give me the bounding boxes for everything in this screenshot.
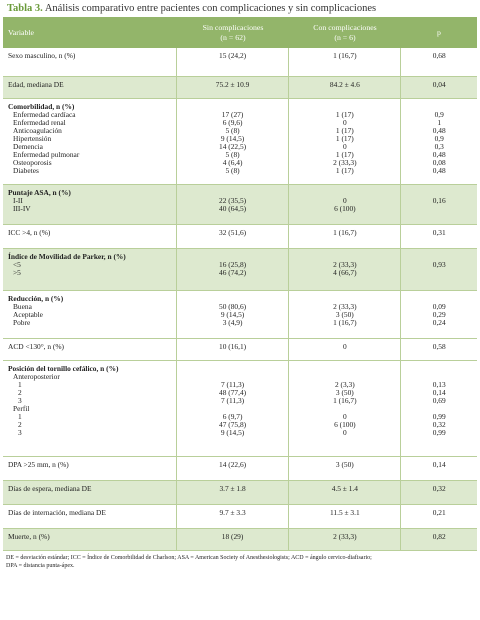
- row-label: DPA >25 mm, n (%): [8, 460, 69, 469]
- cell-p-value: 0,04: [432, 80, 446, 89]
- header-sin-complicaciones: [177, 23, 289, 43]
- row-label: Diabetes: [13, 166, 39, 175]
- cell-p-value: 0,32: [432, 484, 446, 493]
- cell-sin-complicaciones: 22 (35,5): [219, 196, 247, 205]
- cell-p-value: [401, 365, 477, 373]
- row-label: Edad, mediana DE: [8, 80, 64, 89]
- cell-sin-complicaciones: 7 (11,3): [221, 396, 245, 405]
- cell-sin-complicaciones: 10 (16,1): [219, 342, 247, 351]
- cell-p-value: 0,99: [432, 428, 446, 437]
- cell-con-complicaciones: 2 (33,3): [333, 302, 357, 311]
- cell-sin-complicaciones: 17 (27): [221, 110, 244, 119]
- table-row: [3, 505, 477, 529]
- cell-p-value-column: [400, 505, 477, 528]
- row-label: Demencia: [13, 142, 43, 151]
- row-label: Enfermedad renal: [13, 118, 66, 127]
- table-row: [3, 185, 477, 225]
- cell-sin-complicaciones-column: [176, 225, 288, 248]
- cell-p-value: [401, 269, 477, 277]
- row-label: Perfil: [13, 404, 30, 413]
- table-number: Tabla 3.: [7, 3, 43, 14]
- cell-con-complicaciones: 1 (17): [335, 150, 354, 159]
- cell-p-value: 0,48: [432, 150, 446, 159]
- cell-con-complicaciones: 1 (17): [335, 110, 354, 119]
- cell-con-complicaciones: 4 (66,7): [333, 268, 357, 277]
- cell-sin-complicaciones: 5 (8): [225, 126, 240, 135]
- table-header-row: [3, 17, 477, 48]
- row-label: 1: [18, 380, 22, 389]
- cell-con-complicaciones: 2 (3,3): [334, 380, 355, 389]
- cell-sin-complicaciones: 46 (74,2): [219, 268, 247, 277]
- cell-sin-complicaciones-column: [176, 185, 288, 224]
- cell-p-value: 0,08: [432, 158, 446, 167]
- row-label-column: [3, 457, 176, 480]
- row-label: 3: [18, 396, 22, 405]
- cell-p-value: [401, 205, 477, 213]
- row-label: ACD <130°, n (%): [8, 342, 64, 351]
- cell-con-complicaciones: 3 (50): [335, 460, 354, 469]
- cell-sin-complicaciones-column: [176, 249, 288, 290]
- header-con-complicaciones: [289, 23, 401, 43]
- cell-con-complicaciones: 2 (33,3): [333, 158, 357, 167]
- cell-sin-complicaciones-column: [176, 457, 288, 480]
- row-label: Muerte, n (%): [8, 532, 50, 541]
- cell-p-value-column: [400, 77, 477, 98]
- row-label: Sexo masculino, n (%): [8, 51, 76, 60]
- header-con-label: Con complicaciones: [313, 23, 377, 32]
- cell-sin-complicaciones-column: [176, 505, 288, 528]
- cell-sin-complicaciones: 7 (11,3): [221, 380, 245, 389]
- cell-sin-complicaciones: [177, 365, 288, 373]
- cell-p-value: 0,16: [432, 196, 446, 205]
- table-row: [3, 225, 477, 249]
- cell-p-value: 0,31: [432, 228, 446, 237]
- table-row: [3, 99, 477, 185]
- cell-sin-complicaciones: 15 (24,2): [219, 51, 247, 60]
- row-label: Comorbilidad, n (%): [8, 102, 75, 111]
- cell-p-value: 0,93: [432, 260, 446, 269]
- cell-con-complicaciones: 2 (33,3): [333, 532, 357, 541]
- cell-p-value-column: [400, 361, 477, 456]
- cell-p-value: 0,48: [432, 126, 446, 135]
- row-label: Anteroposterior: [13, 372, 60, 381]
- cell-p-value-column: [400, 185, 477, 224]
- cell-sin-complicaciones: 3.7 ± 1.8: [219, 484, 246, 493]
- cell-p-value-column: [400, 99, 477, 184]
- cell-con-complicaciones: 1 (16,7): [333, 228, 357, 237]
- cell-sin-complicaciones: 16 (25,8): [219, 260, 247, 269]
- cell-sin-complicaciones: 9 (14,5): [220, 310, 245, 319]
- cell-p-value: 0,14: [432, 388, 446, 397]
- header-p: p: [437, 28, 441, 37]
- cell-con-complicaciones: 0: [342, 118, 347, 127]
- cell-p-value: 0,9: [434, 110, 444, 119]
- table-footnote: [3, 551, 477, 570]
- cell-sin-complicaciones: 32 (51,6): [219, 228, 247, 237]
- cell-sin-complicaciones: 9.7 ± 3.3: [219, 508, 246, 517]
- row-label: I-II: [13, 196, 23, 205]
- row-label: ICC >4, n (%): [8, 228, 51, 237]
- cell-sin-complicaciones: 3 (4,9): [222, 318, 243, 327]
- row-label: Días de internación, mediana DE: [8, 508, 106, 517]
- cell-con-complicaciones: 1 (16,7): [333, 318, 357, 327]
- table-row: [3, 457, 477, 481]
- row-label-column: [3, 185, 176, 224]
- cell-con-complicaciones-column: [288, 529, 400, 550]
- row-label: Índice de Movilidad de Parker, n (%): [8, 252, 126, 261]
- cell-p-value: 0,29: [432, 310, 446, 319]
- cell-p-value-column: [400, 249, 477, 290]
- footnote-line-1: DE = desviación estándar; ICC = Índice de Comorbilidad de Charlson; ASA = American Society of Anesthesiologists; ACD = ángulo cervico-diafisario;: [6, 555, 372, 561]
- row-label-column: [3, 99, 176, 184]
- cell-sin-complicaciones-column: [176, 339, 288, 360]
- cell-con-complicaciones: 6 (100): [334, 204, 356, 213]
- row-label-column: [3, 249, 176, 290]
- cell-con-complicaciones: 0: [342, 196, 347, 205]
- row-label: Días de espera, mediana DE: [8, 484, 92, 493]
- cell-sin-complicaciones: 47 (75,8): [219, 420, 247, 429]
- cell-con-complicaciones: 0: [342, 412, 347, 421]
- cell-con-complicaciones-column: [288, 185, 400, 224]
- cell-con-complicaciones: 84.2 ± 4.6: [329, 80, 360, 89]
- row-label-column: [3, 361, 176, 456]
- cell-p-value-column: [400, 339, 477, 360]
- footnote-line-2: DPA = distancia punta-ápex.: [6, 562, 75, 569]
- cell-con-complicaciones: 2 (33,3): [333, 260, 357, 269]
- cell-con-complicaciones-column: [288, 481, 400, 504]
- cell-p-value: 0,48: [432, 166, 446, 175]
- cell-p-value: 0,68: [432, 51, 446, 60]
- row-label: 3: [18, 428, 22, 437]
- cell-con-complicaciones: 1 (17): [335, 134, 354, 143]
- cell-sin-complicaciones: 5 (8): [225, 166, 240, 175]
- row-label: Posición del tornillo cefálico, n (%): [8, 364, 119, 373]
- cell-con-complicaciones: 0: [342, 142, 347, 151]
- table-row: [3, 481, 477, 505]
- cell-con-complicaciones: 1 (16,7): [333, 396, 357, 405]
- row-label-column: [3, 505, 176, 528]
- cell-p-value: 0,69: [432, 396, 446, 405]
- cell-sin-complicaciones: 75.2 ± 10.9: [215, 80, 250, 89]
- cell-p-value: 0,82: [432, 532, 446, 541]
- row-label: Pobre: [13, 318, 31, 327]
- cell-con-complicaciones: [289, 365, 400, 373]
- header-sin-n: (n = 62): [220, 33, 246, 42]
- cell-con-complicaciones: 0: [342, 342, 347, 351]
- cell-sin-complicaciones-column: [176, 77, 288, 98]
- cell-sin-complicaciones-column: [176, 361, 288, 456]
- cell-p-value: 0,32: [432, 420, 446, 429]
- cell-p-value: 0,24: [432, 318, 446, 327]
- row-label-column: [3, 291, 176, 338]
- cell-con-complicaciones-column: [288, 339, 400, 360]
- cell-p-value: 0,58: [432, 342, 446, 351]
- row-label: Enfermedad cardíaca: [13, 110, 76, 119]
- cell-con-complicaciones: 3 (50): [335, 310, 354, 319]
- row-label: Reducción, n (%): [8, 294, 64, 303]
- row-label-column: [3, 529, 176, 550]
- table-row: [3, 361, 477, 457]
- cell-p-value-column: [400, 481, 477, 504]
- cell-con-complicaciones: 0: [342, 428, 347, 437]
- cell-sin-complicaciones-column: [176, 48, 288, 76]
- cell-p-value-column: [400, 48, 477, 76]
- cell-sin-complicaciones-column: [176, 291, 288, 338]
- cell-con-complicaciones-column: [288, 48, 400, 76]
- row-label: Puntaje ASA, n (%): [8, 188, 71, 197]
- table-row: [3, 249, 477, 291]
- cell-sin-complicaciones: 9 (14,5): [220, 134, 245, 143]
- row-label-column: [3, 339, 176, 360]
- cell-sin-complicaciones-column: [176, 529, 288, 550]
- cell-con-complicaciones: 1 (16,7): [333, 51, 357, 60]
- cell-con-complicaciones-column: [288, 457, 400, 480]
- cell-con-complicaciones: 1 (17): [335, 126, 354, 135]
- cell-con-complicaciones: 1 (17): [335, 166, 354, 175]
- table-caption: Análisis comparativo entre pacientes con complicaciones y sin complicaciones: [44, 3, 377, 14]
- cell-con-complicaciones-column: [288, 99, 400, 184]
- cell-sin-complicaciones: 4 (6,4): [222, 158, 243, 167]
- cell-sin-complicaciones: 40 (64,5): [219, 204, 247, 213]
- cell-con-complicaciones-column: [288, 361, 400, 456]
- cell-sin-complicaciones: 9 (14,5): [220, 428, 245, 437]
- cell-p-value-column: [400, 529, 477, 550]
- cell-con-complicaciones-column: [288, 77, 400, 98]
- row-label-column: [3, 481, 176, 504]
- row-label: Enfermedad pulmonar: [13, 150, 80, 159]
- row-label-column: [3, 48, 176, 76]
- header-con-n: (n = 6): [334, 33, 356, 42]
- cell-p-value-column: [400, 225, 477, 248]
- cell-sin-complicaciones: 14 (22,6): [219, 460, 247, 469]
- row-label: Osteoporosis: [13, 158, 52, 167]
- row-label: <5: [13, 260, 21, 269]
- cell-p-value: 0,9: [434, 134, 444, 143]
- header-variable: Variable: [8, 28, 34, 37]
- row-label: Anticoagulación: [13, 126, 62, 135]
- cell-p-value: 1: [437, 118, 442, 127]
- cell-p-value: 0,13: [432, 380, 446, 389]
- row-label-column: [3, 225, 176, 248]
- cell-con-complicaciones: 11.5 ± 3.1: [330, 508, 360, 517]
- table-title: [3, 0, 477, 17]
- row-label: >5: [13, 268, 21, 277]
- row-label: Aceptable: [13, 310, 43, 319]
- cell-con-complicaciones: 3 (50): [335, 388, 354, 397]
- row-label: III-IV: [13, 204, 31, 213]
- cell-p-value-column: [400, 457, 477, 480]
- cell-p-value: 0,09: [432, 302, 446, 311]
- table-row: [3, 77, 477, 99]
- cell-con-complicaciones: 4.5 ± 1.4: [331, 484, 358, 493]
- row-label-column: [3, 77, 176, 98]
- cell-p-value: 0,21: [432, 508, 446, 517]
- table-row: [3, 529, 477, 551]
- cell-sin-complicaciones: 14 (22,5): [219, 142, 247, 151]
- table-row: [3, 339, 477, 361]
- cell-p-value: 0,99: [432, 412, 446, 421]
- cell-p-value: 0,3: [434, 142, 444, 151]
- cell-sin-complicaciones: 6 (9,7): [222, 412, 243, 421]
- row-label: Hipertensión: [13, 134, 52, 143]
- row-label: 2: [18, 388, 22, 397]
- cell-sin-complicaciones: 5 (8): [225, 150, 240, 159]
- cell-con-complicaciones-column: [288, 249, 400, 290]
- table-row: [3, 291, 477, 339]
- cell-con-complicaciones-column: [288, 505, 400, 528]
- cell-p-value-column: [400, 291, 477, 338]
- cell-sin-complicaciones: 6 (9,6): [222, 118, 243, 127]
- cell-sin-complicaciones: 18 (29): [221, 532, 244, 541]
- row-label: Buena: [13, 302, 32, 311]
- table-body: [3, 48, 477, 551]
- table-figure: [3, 0, 477, 570]
- cell-sin-complicaciones: 50 (80,6): [219, 302, 247, 311]
- cell-sin-complicaciones-column: [176, 99, 288, 184]
- table-row: [3, 48, 477, 77]
- row-label: 2: [18, 420, 22, 429]
- cell-sin-complicaciones: 48 (77,4): [219, 388, 247, 397]
- cell-p-value: 0,14: [432, 460, 446, 469]
- cell-con-complicaciones: 6 (100): [334, 420, 356, 429]
- header-sin-label: Sin complicaciones: [202, 23, 264, 32]
- row-label: 1: [18, 412, 22, 421]
- cell-sin-complicaciones-column: [176, 481, 288, 504]
- cell-con-complicaciones-column: [288, 225, 400, 248]
- cell-con-complicaciones-column: [288, 291, 400, 338]
